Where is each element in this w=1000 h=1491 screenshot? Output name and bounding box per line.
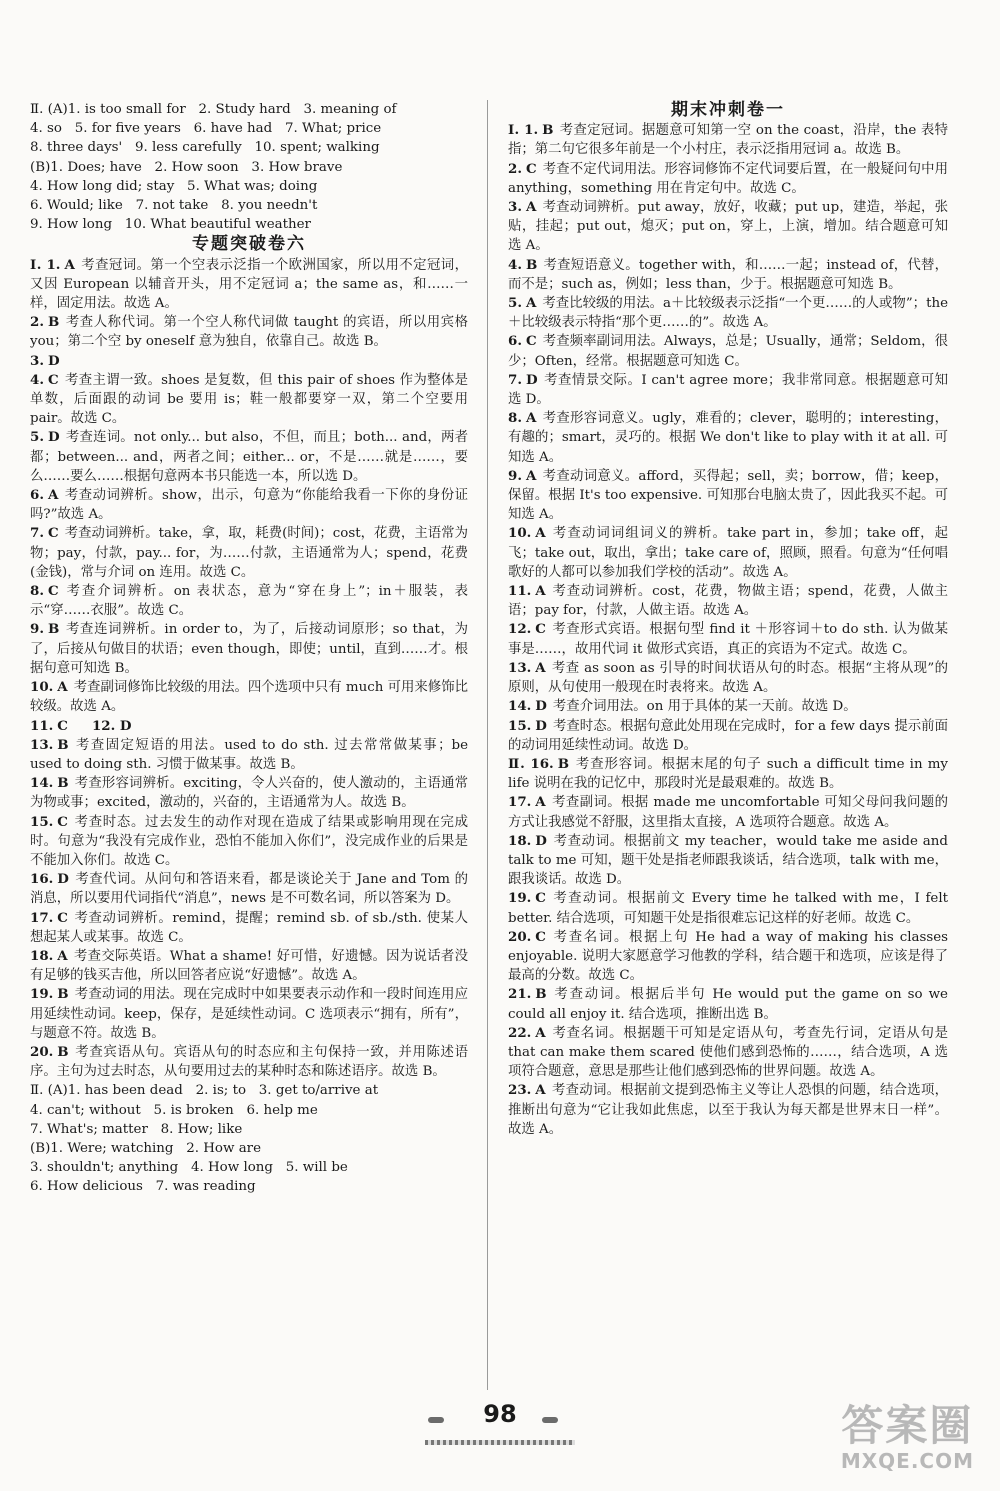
item-number: 14. — [30, 775, 54, 792]
item-number: 20. — [508, 928, 532, 945]
answer-item — [30, 371, 468, 429]
answer-line: 3. shouldn't; anything 4. How long 5. will be — [30, 1160, 348, 1176]
answer-item — [508, 198, 948, 256]
right-items-list — [508, 121, 948, 1139]
answer-item — [508, 524, 948, 582]
answer-line: Ⅱ. (A)1. is too small for 2. Study hard 3. meaning of — [30, 102, 397, 117]
item-answer: D — [47, 429, 60, 446]
watermark-logo-text: 答案圈 — [841, 1401, 974, 1450]
item-number: 8. — [508, 410, 522, 427]
item-explanation: 考查时态。根据句意此处用现在完成时，for a few days 提示前面的动词用延续性动词。故选 D。 — [508, 718, 948, 753]
column-divider — [487, 100, 488, 1390]
answer-item — [30, 736, 468, 774]
item-number: 10. — [508, 525, 532, 542]
item-number: Ⅰ. 1. — [30, 256, 61, 273]
answer-item — [508, 582, 948, 620]
item-explanation: 考查动词。根据前文 my teacher，would take me aside and talk to me 可知，题干处是指老师跟我谈话，结合选项，talk with me，跟我谈话。故选 D。 — [508, 833, 948, 888]
item-number: 15. — [508, 717, 532, 734]
footer-decoration-bar — [425, 1440, 575, 1445]
item-explanation: 考查连词。not only... but also，不但，而且；both... and，两者都；between... and，两者之间；either... or，不是……就是……，要么……要么……根据句意两本书只能选一本，所以选 D。 — [30, 430, 468, 484]
item-answer: D — [535, 698, 547, 715]
answer-line: 9. How long 10. What beautiful weather — [30, 217, 311, 233]
item-answer: B — [57, 1043, 69, 1060]
item-explanation: 考查 as soon as 引导的时间状语从句的时态。根据“主将从现”的原则，从句使用一般现在时表将来。故选 A。 — [508, 660, 948, 696]
top-answer-block — [30, 100, 468, 234]
answer-item — [30, 1043, 468, 1081]
answer-item — [30, 717, 468, 736]
item-answer: D — [535, 717, 547, 734]
item-explanation: 考查动词的用法。现在完成时中如果要表示动作和一段时间连用应用延续性动词。keep，保存，是延续性动词。C 选项表示“拥有，所有”，与题意不符。故选 B。 — [30, 987, 468, 1041]
item-number: 12. — [508, 621, 532, 638]
item-explanation: 考查定冠词。据题意可知第一空 on the coast，沿岸，the 表特指；第二句它很多年前是一个小村庄，表示泛指用冠词 a。故选 B。 — [508, 123, 948, 158]
left-items-list — [30, 256, 468, 1082]
item-explanation: 考查动词辨析。put away，放好，收藏；put up，建造，举起，张贴，挂起；put out，熄灭；put on，穿上，上演，增加。结合题意可知选 A。 — [508, 200, 948, 254]
answer-line: (B)1. Does; have 2. How soon 3. How brave — [30, 159, 343, 175]
item-explanation: 考查动词。根据后半句 He would put the game on so we could all enjoy it. 结合选项，推断出选 B。 — [508, 987, 948, 1022]
item-answer: A — [535, 659, 546, 676]
item-number: 21. — [508, 986, 532, 1003]
item-number: 19. — [508, 890, 532, 907]
item-answer: A — [525, 410, 537, 427]
item-answer: A — [535, 1082, 546, 1099]
item-explanation: 考查时态。过去发生的动作对现在造成了结果或影响用现在完成时。句意为“我没有完成作业，恐怕不能加入你们”，没完成作业的后果是不能加入你们。故选 C。 — [30, 814, 468, 868]
answer-line: 7. What's; matter 8. How; like — [30, 1121, 243, 1137]
answer-item — [508, 409, 948, 467]
item-answer: D — [535, 832, 547, 849]
item-number: 23. — [508, 1082, 532, 1099]
item-answer: A — [535, 583, 546, 600]
item-answer: B — [57, 775, 69, 792]
item-answer: B — [47, 314, 60, 331]
answer-item — [508, 755, 948, 793]
item-number: Ⅱ. 16. — [508, 755, 554, 772]
item-answer: C — [535, 928, 546, 945]
answer-item — [508, 697, 948, 716]
item-number: 3. — [30, 352, 44, 369]
answer-line: 6. Would; like 7. not take 8. you needn't — [30, 198, 318, 214]
answer-item — [508, 793, 948, 831]
answer-item — [508, 294, 948, 332]
item-number: 11. — [508, 583, 532, 600]
item-answer: A — [57, 679, 68, 696]
item-explanation: 考查固定短语的用法。used to do sth. 过去常常做某事；be used to doing sth. 习惯于做某事。故选 B。 — [30, 737, 468, 772]
item-explanation: 考查形容词意义。ugly，难看的；clever，聪明的；interesting，有趣的；smart，灵巧的。根据 We don't like to play with it at all. 可知选 A。 — [508, 411, 948, 465]
item-answer: C — [525, 333, 537, 350]
item-explanation: 考查名词。根据题干可知是定语从句，考查先行词，定语从句是 that can make them scared 使他们感到恐怖的……，结合选项，A 选项符合题意，意思是那些让他们感到恐怖的世界问题。故选 A。 — [508, 1025, 948, 1080]
bottom-answer-block — [30, 1081, 468, 1196]
item-explanation: 考查动词辨析。cost，花费，物做主语；spend，花费，人做主语；pay for，付款，人做主语。故选 A。 — [508, 584, 948, 619]
answer-line: 6. How delicious 7. was reading — [30, 1179, 256, 1195]
item-number: 18. — [508, 832, 532, 849]
item-explanation: 考查交际英语。What a shame! 好可惜，好遗憾。因为说话者没有足够的钱买吉他，所以回答者应说“好遗憾”。故选 A。 — [30, 948, 468, 984]
item-explanation: 考查连词辨析。in order to，为了，后接动词原形；so that，为了，后接从句做目的状语；even though，即使；until，直到……才。根据句意可知选 B。 — [30, 622, 468, 676]
item-explanation: 考查动词意义。afford，买得起；sell，卖；borrow，借；keep，保留。根据 It's too expensive. 可知那台电脑太贵了，因此我买不起。可知选 A。 — [508, 468, 948, 523]
item-explanation: 考查频率副词用法。Always，总是；Usually，通常；Seldom，很少；Often，经常。根据题意可知选 C。 — [508, 334, 948, 369]
item-answer: A — [47, 487, 59, 504]
item-answer: A — [535, 794, 546, 811]
answer-line: (B)1. Were; watching 2. How are — [30, 1140, 262, 1156]
item-answer: A — [525, 295, 537, 312]
item-number: Ⅰ. 1. — [508, 122, 539, 139]
item-answer: B — [57, 736, 69, 753]
watermark-site-text: MXQE.COM — [840, 1449, 974, 1473]
answer-item — [508, 985, 948, 1023]
item-answer: C — [57, 813, 68, 830]
answer-item — [508, 659, 948, 697]
item-explanation: 考查主谓一致。shoes 是复数，但 this pair of shoes 作为整体是单数，后面跟的动词 be 要用 is；鞋一般都要穿一双，第二个空要用 pair。故选 C。 — [30, 372, 468, 427]
item-answer: A — [57, 947, 68, 964]
item-answer: D — [47, 352, 60, 369]
answer-item — [30, 256, 468, 314]
item-number: 4. — [508, 256, 522, 273]
item-explanation: 考查不定代词用法。形容词修饰不定代词要后置，在一般疑问句中用 anything，something 用在肯定句中。故选 C。 — [508, 161, 948, 196]
item-explanation: 考查动词辨析。remind，提醒；remind sb. of sb./sth. 使某人想起某人或某事。故选 C。 — [30, 910, 468, 945]
item-answer: C — [57, 909, 68, 926]
item-explanation: 考查形容词辨析。exciting，令人兴奋的，使人激动的，主语通常为物或事；excited，激动的，兴奋的，主语通常为人。故选 B。 — [30, 776, 468, 811]
item-answer: A — [64, 256, 75, 273]
item-explanation: 考查副词。根据 made me uncomfortable 可知父母问我问题的方式让我感觉不舒服，这里指太直接，A 选项符合题意。故选 A。 — [508, 795, 948, 830]
item-number: 17. — [30, 909, 54, 926]
item-explanation: 考查介词用法。on 用于具体的某一天前。故选 D。 — [552, 699, 857, 715]
answer-line: Ⅱ. (A)1. has been dead 2. is; to 3. get to/arrive at — [30, 1083, 379, 1099]
item-explanation: 考查副词修饰比较级的用法。四个选项中只有 much 可用来修饰比较级。故选 A。 — [30, 680, 468, 715]
item-explanation: 考查比较级的用法。a＋比较级表示泛指“一个更……的人或物”；the ＋比较级表示特指“那个更……的”。故选 A。 — [508, 296, 948, 331]
item-explanation: 考查代词。从问句和答语来看，都是谈论关于 Jane and Tom 的消息，所以要用代词指代“消息”，news 是不可数名词，所以答案为 D。 — [30, 872, 468, 907]
answer-item — [508, 717, 948, 755]
item-number: 9. — [508, 467, 522, 484]
answer-item — [508, 928, 948, 986]
item-explanation: 考查动词辨析。show，出示，句意为“你能给我看一下你的身份证吗?”故选 A。 — [30, 488, 468, 523]
item-answer: C — [535, 621, 546, 638]
answer-item — [508, 1081, 948, 1139]
answer-item — [508, 889, 948, 927]
item-explanation: 考查宾语从句。宾语从句的时态应和主句保持一致，并用陈述语序。主句为过去时态，从句要用过去的某种时态和陈述语序。故选 B。 — [30, 1044, 468, 1080]
item-explanation: 考查动词。根据前文 Every time he talked with me，I felt better. 结合选项，可知题干处是指很难忘记这样的好老师。故选 C。 — [508, 891, 948, 926]
answer-item — [30, 678, 468, 716]
answer-line: 4. How long did; stay 5. What was; doing — [30, 178, 318, 194]
item-number: 2. — [30, 314, 44, 331]
item-answer: D — [525, 371, 538, 388]
item-number: 17. — [508, 794, 532, 811]
answer-item — [30, 947, 468, 985]
item-answer: C — [535, 890, 546, 907]
item-answer: D — [57, 871, 69, 888]
item-number: 16. — [30, 871, 54, 888]
item-explanation: 考查动词。根据前文提到恐怖主义等让人恐惧的问题，结合选项，推断出句意为“它让我如此焦虑，以至于我认为每天都是世界末日一样”。故选 A。 — [508, 1083, 948, 1137]
item-answer: B — [47, 621, 60, 638]
answer-item — [508, 160, 948, 198]
answer-item — [30, 524, 468, 582]
item-answer: C — [47, 525, 59, 542]
item-number: 5. — [508, 295, 522, 312]
answer-item — [30, 582, 468, 620]
answer-item — [30, 813, 468, 871]
answer-item — [30, 909, 468, 947]
answer-line: 4. can't; without 5. is broken 6. help me — [30, 1102, 318, 1118]
item-number: 5. — [30, 429, 44, 446]
item-number: 14. — [508, 698, 532, 715]
answer-item — [508, 467, 948, 525]
item-number: 7. — [30, 525, 44, 542]
item-answer: C — [57, 717, 68, 734]
answer-line: 8. three days' 9. less carefully 10. spent; walking — [30, 140, 380, 156]
item-answer: A — [535, 525, 546, 542]
answer-item — [30, 985, 468, 1043]
item-explanation: 考查形容词。根据末尾的句子 such a difficult time in my life 说明在我的记忆中，那段时光是最艰难的。故选 B。 — [508, 756, 948, 792]
answer-line: 4. so 5. for five years 6. have had 7. What; price — [30, 121, 382, 137]
item-explanation: 考查形式宾语。根据句型 find it ＋形容词＋to do sth. 认为做某事是……，故用代词 it 做形式宾语，真正的宾语为不定式。故选 C。 — [508, 622, 948, 657]
item-number: 9. — [30, 621, 44, 638]
item-explanation: 考查人称代词。第一个空人称代词做 taught 的宾语，所以用宾格 you；第二个空 by oneself 意为独自，依靠自己。故选 B。 — [30, 315, 468, 350]
item-explanation: 考查情景交际。I can't agree more；我非常同意。根据题意可知选 D。 — [508, 372, 948, 408]
item-answer: C — [47, 371, 59, 388]
answer-item — [30, 870, 468, 908]
answer-item — [30, 428, 468, 486]
item-explanation: 考查冠词。第一个空表示泛指一个欧洲国家，所以用不定冠词，又因 European 以辅音开头，用不定冠词 a；the same as，和……一样，固定用法。故选 A。 — [30, 257, 468, 312]
item-explanation: 考查动词词组词义的辨析。take part in，参加；take off，起飞；take out，取出，拿出；take care of，照顾，照看。句意为“任何唱歌好的人都可以参加我们学校的活动”。故选 A。 — [508, 526, 948, 580]
item-number: 7. — [508, 371, 522, 388]
answer-item — [30, 774, 468, 812]
item-number: 2. — [508, 160, 522, 177]
answer-item — [508, 256, 948, 294]
item-explanation: 考查介词辨析。on 表状态，意为“穿在身上”；in＋服装，表示“穿……衣服”。故选 C。 — [30, 584, 468, 619]
footer-ornament-right — [542, 1417, 558, 1423]
item-extra: 12. D — [91, 717, 132, 734]
answer-item — [508, 332, 948, 370]
item-explanation: 考查名词。根据上句 He had a way of making his classes enjoyable. 说明大家愿意学习他教的学科，结合题干和选项，应该是得了最高的分数。故选 C。 — [508, 929, 948, 984]
answer-item — [508, 620, 948, 658]
item-number: 13. — [508, 659, 532, 676]
item-number: 20. — [30, 1043, 54, 1060]
watermark-logo — [841, 1403, 974, 1473]
item-number: 6. — [508, 333, 522, 350]
item-number: 15. — [30, 813, 54, 830]
answer-item — [508, 121, 948, 159]
item-answer: A — [525, 467, 537, 484]
item-number: 4. — [30, 371, 44, 388]
item-answer: B — [535, 986, 547, 1003]
answer-item — [30, 352, 468, 371]
section-title: 期末冲刺卷一 — [671, 100, 785, 120]
page-number: 98 — [483, 1400, 517, 1428]
item-explanation: 考查短语意义。together with，和……一起；instead of，代替，而不是；such as，例如；less than，少于。根据题意可知选 B。 — [508, 257, 948, 292]
item-answer: C — [47, 583, 59, 600]
item-answer: B — [525, 256, 538, 273]
item-answer: C — [525, 160, 537, 177]
item-number: 18. — [30, 947, 54, 964]
item-answer: B — [557, 755, 570, 772]
item-number: 22. — [508, 1024, 532, 1041]
answer-item — [30, 486, 468, 524]
answer-item — [508, 832, 948, 890]
answer-item — [508, 371, 948, 409]
item-number: 6. — [30, 487, 44, 504]
item-number: 11. — [30, 717, 54, 734]
answer-item — [30, 313, 468, 351]
item-answer: A — [535, 1024, 546, 1041]
item-answer: A — [525, 199, 537, 216]
item-answer: B — [57, 986, 69, 1003]
right-column — [508, 100, 948, 1381]
item-number: 10. — [30, 679, 54, 696]
item-number: 3. — [508, 199, 522, 216]
item-answer: B — [542, 122, 554, 139]
item-explanation: 考查动词辨析。take，拿，取，耗费(时间)；cost，花费，主语常为物；pay，付款，pay... for，为……付款，主语通常为人；spend，花费(金钱)，常与介词 on 连用。故选 C。 — [30, 526, 468, 580]
item-number: 19. — [30, 986, 54, 1003]
answer-item — [30, 620, 468, 678]
left-column — [30, 100, 468, 1381]
item-number: 8. — [30, 583, 44, 600]
section-title: 专题突破卷六 — [192, 234, 306, 255]
answer-item — [508, 1024, 948, 1082]
item-number: 13. — [30, 736, 54, 753]
